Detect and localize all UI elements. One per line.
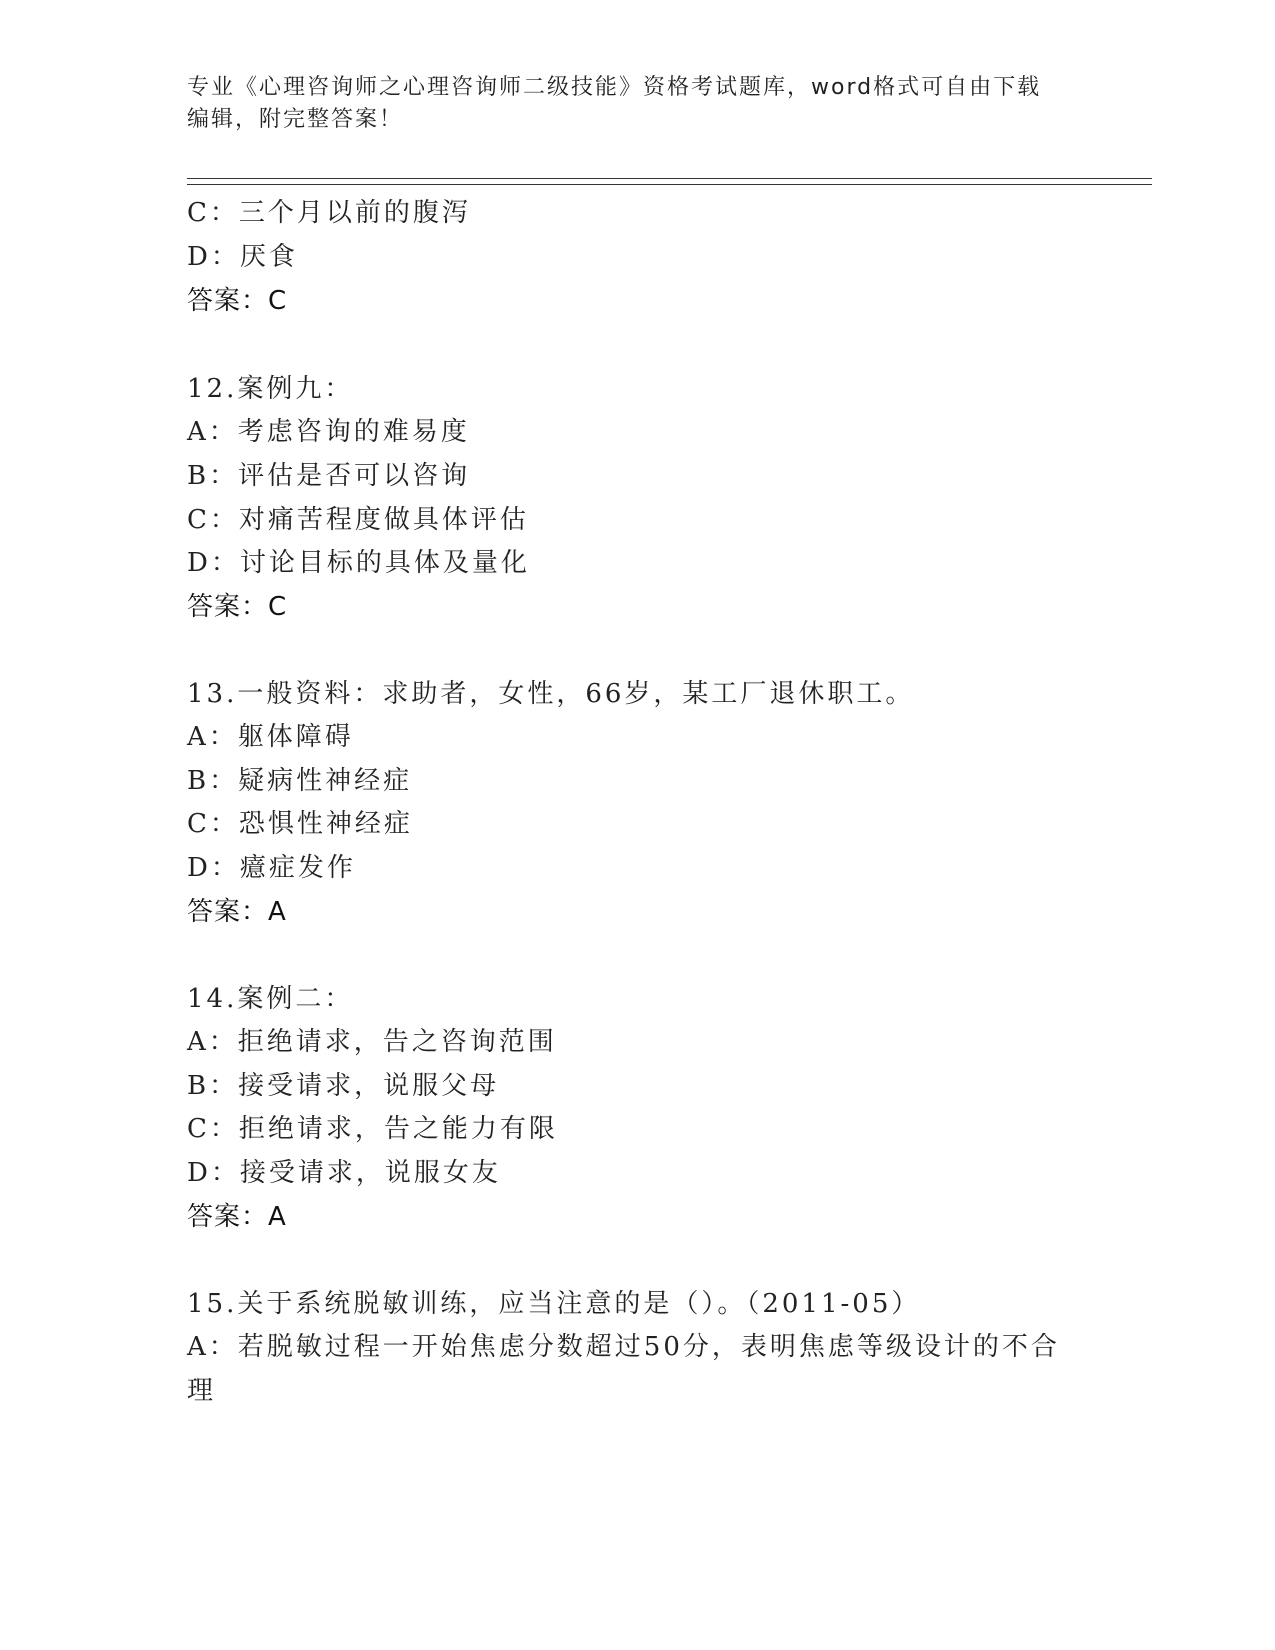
q14-stem: 14.案例二： [187,984,354,1014]
q12-option-d: D：讨论目标的具体及量化 [187,548,530,578]
q13-answer: 答案：A [187,897,287,927]
q13-option-d: D：癔症发作 [187,853,356,883]
document-header [187,72,1087,136]
header-rule-bottom [187,184,1152,185]
q12-option-c: C：对痛苦程度做具体评估 [187,505,529,535]
q15-option-a-line-1: A：若脱敏过程一开始焦虑分数超过50分，表明焦虑等级设计的不合 [187,1332,1060,1362]
q14-answer: 答案：A [187,1202,287,1232]
header-line-1: 专业《心理咨询师之心理咨询师二级技能》资格考试题库，word格式可自由下载 [187,75,1042,100]
q11-option-c: C：三个月以前的腹泻 [187,198,471,228]
q13-option-c: C：恐惧性神经症 [187,809,413,839]
header-rule-top [187,178,1152,179]
q14-option-d: D：接受请求，说服女友 [187,1158,501,1188]
q12-answer: 答案：C [187,592,288,622]
q12-option-b: B：评估是否可以咨询 [187,461,471,491]
q14-option-a: A：拒绝请求，告之咨询范围 [187,1027,557,1057]
q14-option-c: C：拒绝请求，告之能力有限 [187,1114,558,1144]
q12-option-a: A：考虑咨询的难易度 [187,417,470,447]
q13-stem: 13.一般资料：求助者，女性，66岁，某工厂退休职工。 [187,679,915,709]
q15-option-a-line-2: 理 [187,1376,217,1406]
header-line-2: 编辑，附完整答案！ [187,107,404,132]
q11-answer: 答案：C [187,286,288,316]
q15-stem: 15.关于系统脱敏训练，应当注意的是（）。（2011-05） [187,1289,921,1319]
q12-stem: 12.案例九： [187,374,354,404]
q13-option-a: A：躯体障碍 [187,722,354,752]
q13-option-b: B：疑病性神经症 [187,766,413,796]
q14-option-b: B：接受请求，说服父母 [187,1071,500,1101]
q11-option-d: D：厌食 [187,242,298,272]
